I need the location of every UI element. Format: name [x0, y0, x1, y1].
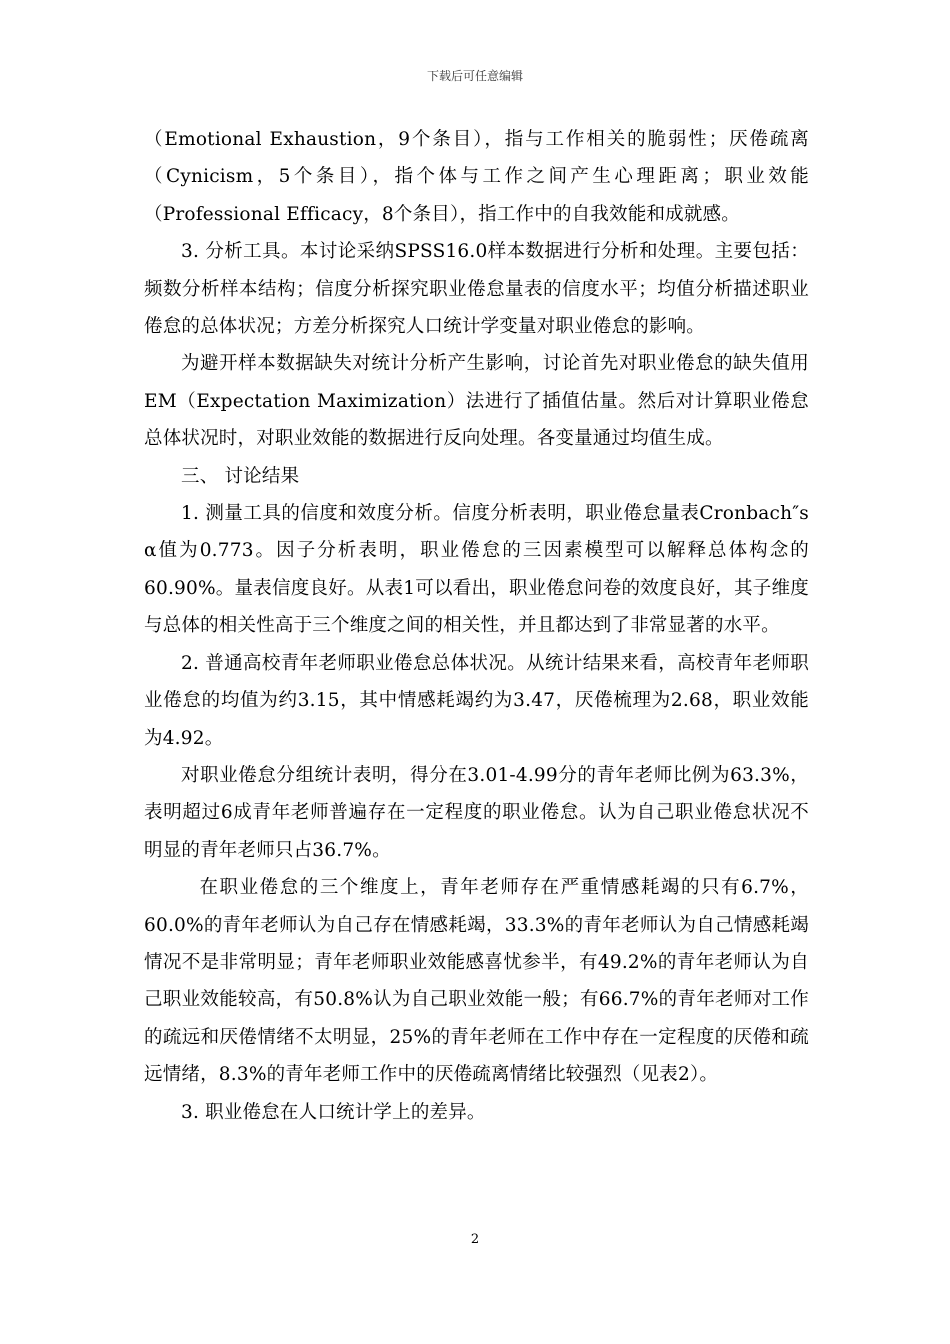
paragraph-grouping: 对职业倦怠分组统计表明，得分在3.01-4.99分的青年老师比例为63.3%，表明超过6成青年老师普遍存在一定程度的职业倦怠。认为自己职业倦怠状况不明显的青年老师只占36.7%。 [144, 764, 809, 861]
paragraph-reliability: 1. 测量工具的信度和效度分析。信度分析表明，职业倦怠量表Cronbach″s α值为0.773。因子分析表明，职业倦怠的三因素模型可以解释总体构念的60.90%。量表信度良好。从表1可以看出，职业倦怠问卷的效度良好，其子维度与总体的相关性高于三个维度之间的相关性，并且都达到了非常显著的水平。 [144, 503, 809, 637]
paragraph-overall-status: 2. 普通高校青年老师职业倦怠总体状况。从统计结果来看，高校青年老师职业倦怠的均值为约3.15，其中情感耗竭约为3.47，厌倦梳理为2.68，职业效能为4.92。 [144, 652, 809, 749]
paragraph-demographics: 3. 职业倦怠在人口统计学上的差异。 [181, 1101, 486, 1123]
paragraph-dimensions: （Emotional Exhaustion，9个条目），指与工作相关的脆弱性；厌倦疏离（Cynicism，5个条目），指个体与工作之间产生心理距离；职业效能（Professional Efficacy，8个条目），指工作中的自我效能和成就感。 [144, 129, 809, 225]
page-header: 下载后可任意编辑 [426, 69, 523, 83]
page-number: 2 [470, 1232, 480, 1247]
paragraph-missing-values: 为避开样本数据缺失对统计分析产生影响，讨论首先对职业倦怠的缺失值用EM（Expectation Maximization）法进行了插值估量。然后对计算职业倦怠总体状况时，对职业效能的数据进行反向处理。各变量通过均值生成。 [144, 353, 809, 450]
paragraph-analysis-tools: 3. 分析工具。本讨论采纳SPSS16.0样本数据进行分析和处理。主要包括：频数分析样本结构；信度分析探究职业倦怠量表的信度水平；均值分析描述职业倦怠的总体状况；方差分析探究人口统计学变量对职业倦怠的影响。 [144, 241, 809, 338]
section-heading-results: 三、 讨论结果 [181, 465, 300, 487]
paragraph-three-dimensions: 在职业倦怠的三个维度上，青年老师存在严重情感耗竭的只有6.7%，60.0%的青年老师认为自己存在情感耗竭，33.3%的青年老师认为自己情感耗竭情况不是非常明显；青年老师职业效能感喜忧参半，有49.2%的青年老师认为自己职业效能较高，有50.8%认为自己职业效能一般；有66.7%的青年老师对工作的疏远和厌倦情绪不太明显，25%的青年老师在工作中存在一定程度的厌倦和疏远情绪，8.3%的青年老师工作中的厌倦疏离情绪比较强烈（见表2）。 [144, 877, 809, 1086]
body-text [144, 121, 809, 1131]
